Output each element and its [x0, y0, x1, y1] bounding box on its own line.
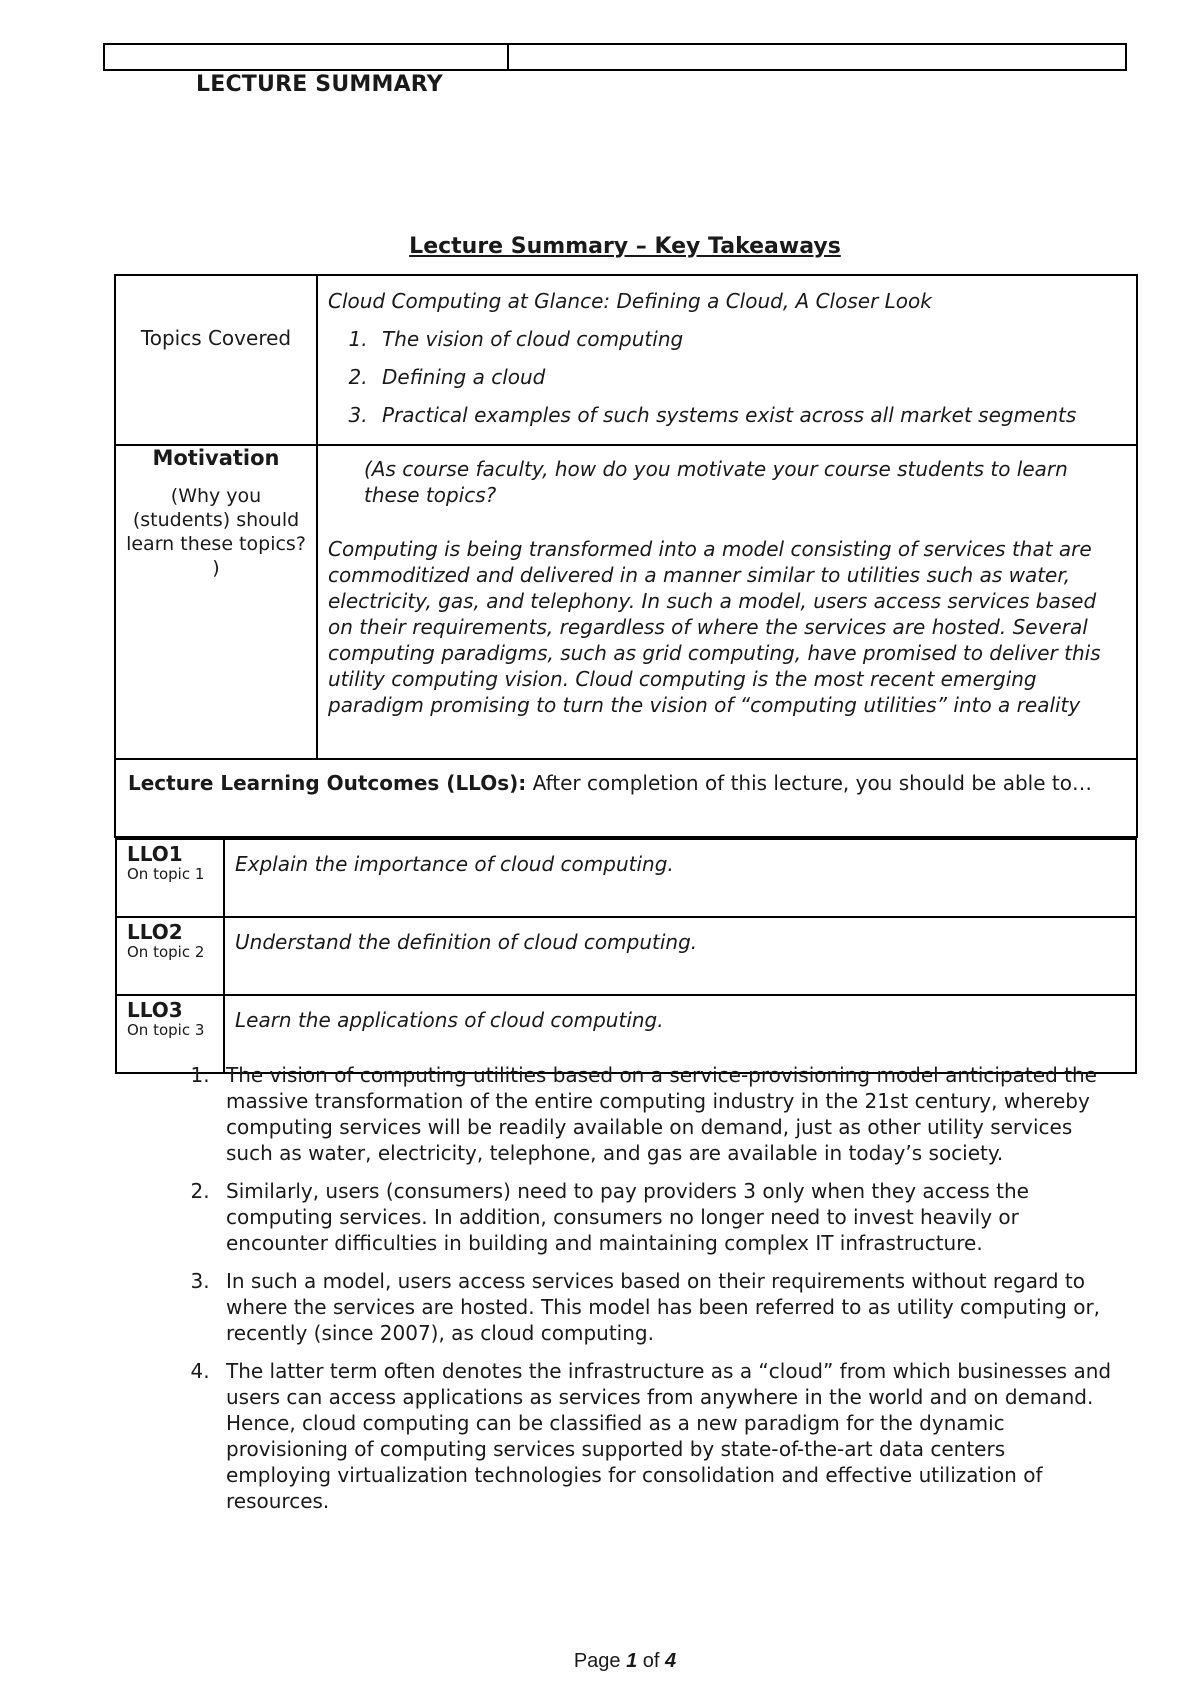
- page-title: Lecture Summary – Key Takeaways: [409, 234, 841, 259]
- motivation-title: Motivation: [152, 446, 280, 470]
- notes-list: [174, 1062, 1116, 1526]
- motivation-row: [115, 445, 1137, 759]
- summary-table: [114, 274, 1138, 1074]
- topic-item: 2. Defining a cloud: [374, 364, 1126, 390]
- llo-code: LLO3: [127, 998, 183, 1022]
- llo-topic: On topic 1: [127, 865, 205, 883]
- llo-id-cell: [116, 839, 224, 917]
- llo-table: [115, 838, 1137, 1074]
- footer-page-word: Page: [573, 1650, 621, 1672]
- llo-heading-bold: Lecture Learning Outcomes (LLOs):: [128, 771, 527, 795]
- llo-row: [116, 917, 1136, 995]
- note-item: 1. The vision of computing utilities based on a service-provisioning model anticipated the massive transformation of the entire computing industry in the 21st century, whereby computing services will be readily available on demand, just as other utility services such as water, electricity, telephone, and gas are available in today’s society.: [216, 1062, 1116, 1166]
- topics-label-cell: [115, 275, 317, 445]
- motivation-content-cell: [317, 445, 1137, 759]
- footer-of-word: of: [642, 1650, 660, 1672]
- motivation-label-cell: [115, 445, 317, 759]
- llo-rows-container: [115, 837, 1137, 1074]
- llo-topic: On topic 3: [127, 1021, 205, 1039]
- header-cell-right: [509, 45, 1125, 69]
- llo-code: LLO1: [127, 842, 183, 866]
- note-item: 4. The latter term often denotes the infrastructure as a “cloud” from which businesses and users can access applications as services from anywhere in the world and on demand. Hence, cloud computing can be classified as a new paradigm for the dynamic provisioning of computing services supported by state-of-the-art data centers employing virtualization technologies for consolidation and effective utilization of resources.: [216, 1358, 1116, 1514]
- footer-page-number: 1: [626, 1650, 638, 1672]
- motivation-subtitle: (Why you (students) should learn these topics? ): [126, 485, 306, 579]
- topics-heading: Cloud Computing at Glance: Defining a Cloud, A Closer Look: [328, 289, 932, 313]
- llo-text: Learn the applications of cloud computing.: [224, 995, 1136, 1073]
- topic-item: 1. The vision of cloud computing: [374, 326, 1126, 352]
- llo-topic: On topic 2: [127, 943, 205, 961]
- note-item: 3. In such a model, users access services based on their requirements without regard to where the services are hosted. This model has been referred to as utility computing or, recently (since 2007), as cloud computing.: [216, 1268, 1116, 1346]
- doc-label: LECTURE SUMMARY: [196, 72, 443, 97]
- llo-text: Understand the definition of cloud computing.: [224, 917, 1136, 995]
- header-cell-left: [105, 45, 509, 69]
- llo-text: Explain the importance of cloud computing.: [224, 839, 1136, 917]
- page-footer: [0, 1650, 1200, 1673]
- topic-item: 3. Practical examples of such systems exist across all market segments: [374, 402, 1126, 428]
- llo-id-cell: [116, 917, 224, 995]
- llo-heading-row: [115, 759, 1137, 837]
- motivation-body: Computing is being transformed into a model consisting of services that are commoditized and delivered in a manner similar to utilities such as water, electricity, gas, and telephony. In such a model, users access services based on their requirements, regardless of where the services are hosted. Several computing paradigms, such as grid computing, have promised to deliver this utility computing vision. Cloud computing is the most recent emerging paradigm promising to turn the vision of “computing utilities” into a reality: [328, 537, 1101, 717]
- llo-row: [116, 839, 1136, 917]
- topics-list: [328, 326, 1126, 428]
- note-item: 2. Similarly, users (consumers) need to pay providers 3 only when they access the computing services. In addition, consumers no longer need to invest heavily or encounter difficulties in building and maintaining complex IT infrastructure.: [216, 1178, 1116, 1256]
- topics-row: [115, 275, 1137, 445]
- topics-content-cell: [317, 275, 1137, 445]
- llo-heading-cell: [115, 759, 1137, 837]
- llo-heading-rest: After completion of this lecture, you should be able to…: [526, 771, 1092, 795]
- motivation-question: (As course faculty, how do you motivate your course students to learn these topics?: [364, 457, 1068, 507]
- footer-page-total: 4: [665, 1650, 677, 1672]
- topics-label: Topics Covered: [140, 326, 292, 350]
- llo-code: LLO2: [127, 920, 183, 944]
- header-table: [103, 43, 1127, 71]
